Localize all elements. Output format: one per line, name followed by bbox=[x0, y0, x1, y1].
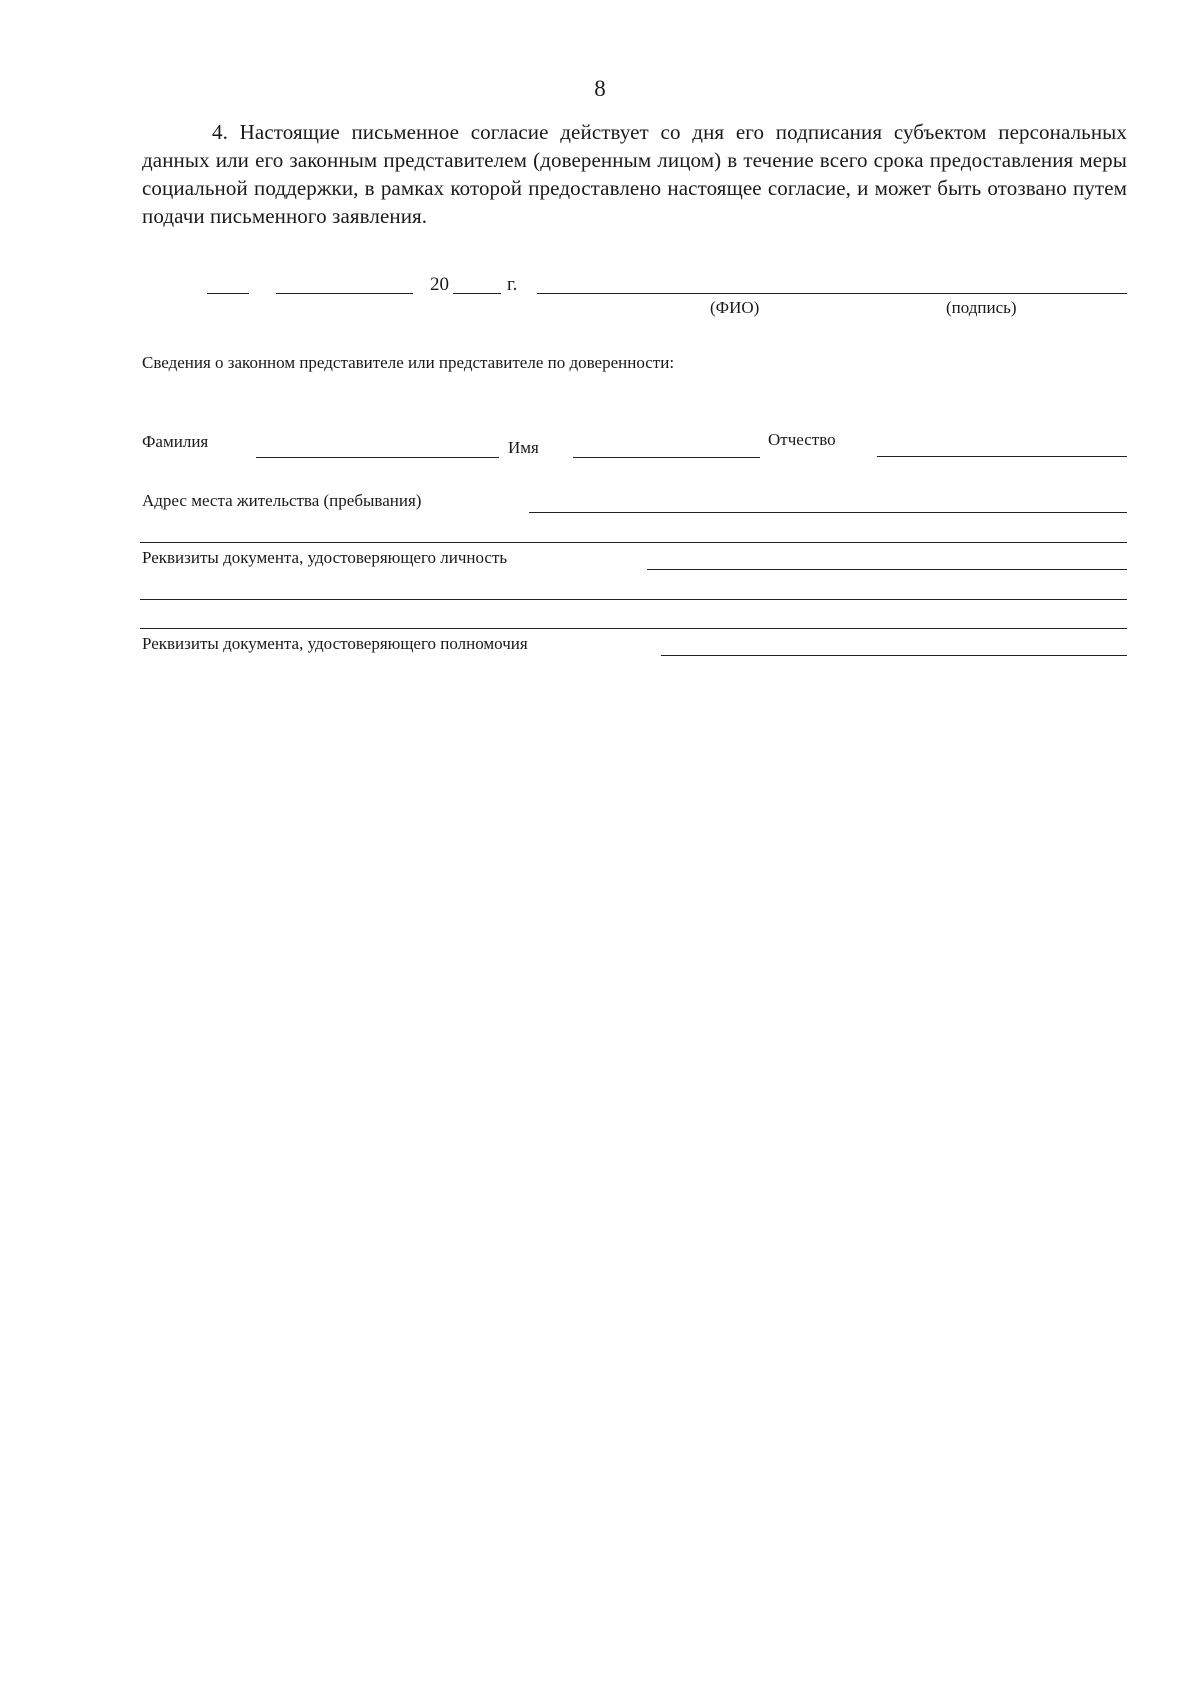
year-blank-line[interactable] bbox=[453, 293, 501, 294]
authority-document-label: Реквизиты документа, удостоверяющего полномочия bbox=[142, 634, 528, 653]
month-blank-line[interactable] bbox=[276, 293, 413, 294]
patronymic-label: Отчество bbox=[768, 430, 836, 449]
year-prefix: 20 bbox=[430, 274, 449, 295]
id-document-label: Реквизиты документа, удостоверяющего личность bbox=[142, 548, 508, 567]
id-document-field-line-3[interactable] bbox=[140, 628, 1127, 629]
page-number: 8 bbox=[594, 76, 606, 101]
address-field-line-2[interactable] bbox=[140, 542, 1127, 543]
address-field-line-1[interactable] bbox=[529, 512, 1127, 513]
signature-caption: (подпись) bbox=[946, 298, 1017, 317]
id-document-field-line-2[interactable] bbox=[140, 599, 1127, 600]
name-field-line[interactable] bbox=[573, 457, 760, 458]
representative-heading: Сведения о законном представителе или представителе по доверенности: bbox=[142, 353, 675, 372]
day-blank-line[interactable] bbox=[207, 293, 249, 294]
id-document-field-line-1[interactable] bbox=[647, 569, 1127, 570]
address-label: Адрес места жительства (пребывания) bbox=[142, 491, 422, 510]
fio-signature-line[interactable] bbox=[537, 293, 1127, 294]
name-label: Имя bbox=[508, 438, 539, 457]
surname-label: Фамилия bbox=[142, 432, 209, 451]
surname-field-line[interactable] bbox=[256, 457, 499, 458]
authority-document-field-line[interactable] bbox=[661, 655, 1127, 656]
consent-paragraph: 4. Настоящие письменное согласие действует со дня его подписания субъектом персональных данных или его законным представителем (доверенным лицом) в течение всего срока предоставления меры социальной поддержки, в рамках которой предоставлено настоящее согласие, и может быть отозвано путем подачи письменного заявления. bbox=[142, 120, 1127, 228]
patronymic-field-line[interactable] bbox=[877, 456, 1127, 457]
year-suffix: г. bbox=[507, 274, 518, 295]
fio-caption: (ФИО) bbox=[710, 298, 760, 317]
